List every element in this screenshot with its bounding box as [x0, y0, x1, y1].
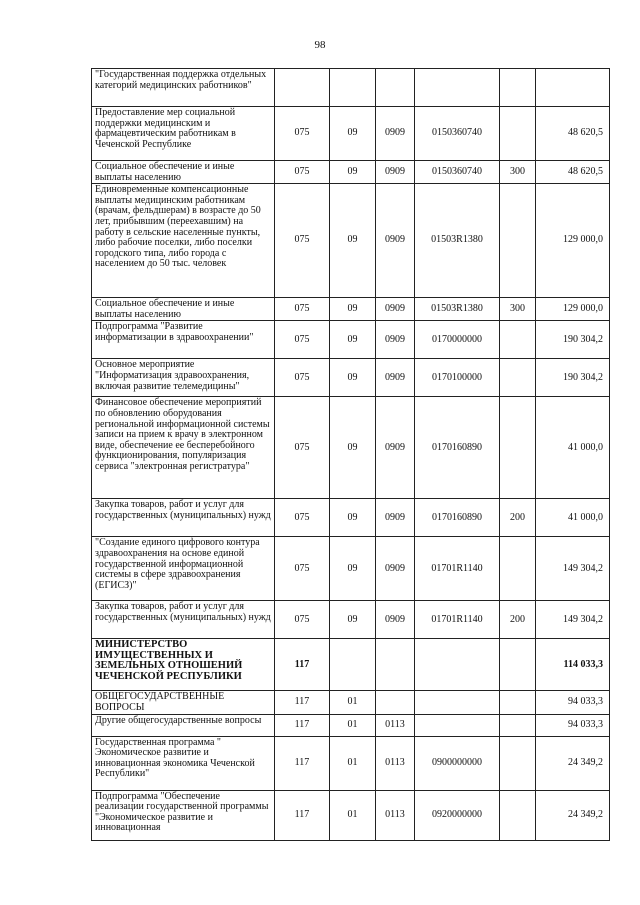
cell-sum: 114 033,3 — [536, 639, 610, 691]
table-row — [92, 69, 610, 107]
cell-name: "Создание единого цифрового контура здравоохранения на основе единой государственной информационной системы в сфере здравоохранения (ЕГИСЗ)" — [92, 537, 275, 601]
cell-sum: 24 349,2 — [536, 790, 610, 840]
cell-pr: 0909 — [376, 161, 415, 184]
cell-csr: 01701R1140 — [415, 601, 500, 639]
budget-table-body — [92, 69, 610, 841]
cell-pr: 0909 — [376, 359, 415, 397]
cell-csr: 01701R1140 — [415, 537, 500, 601]
cell-csr: 0920000000 — [415, 790, 500, 840]
cell-rz — [330, 639, 376, 691]
cell-csr: 0150360740 — [415, 107, 500, 161]
cell-csr — [415, 639, 500, 691]
cell-name: Другие общегосударственные вопросы — [92, 714, 275, 736]
cell-name: Подпрограмма "Обеспечение реализации государственной программы "Экономическое развитие и инновационная — [92, 790, 275, 840]
cell-csr: 0170160890 — [415, 397, 500, 499]
cell-rz: 01 — [330, 691, 376, 714]
cell-vr — [500, 714, 536, 736]
cell-name: ОБЩЕГОСУДАРСТВЕННЫЕ ВОПРОСЫ — [92, 691, 275, 714]
cell-sum: 48 620,5 — [536, 107, 610, 161]
table-row — [92, 298, 610, 321]
cell-pr: 0909 — [376, 601, 415, 639]
cell-pr: 0909 — [376, 499, 415, 537]
cell-sum: 190 304,2 — [536, 321, 610, 359]
cell-name: МИНИСТЕРСТВО ИМУЩЕСТВЕННЫХ И ЗЕМЕЛЬНЫХ ОТНОШЕНИЙ ЧЕЧЕНСКОЙ РЕСПУБЛИКИ — [92, 639, 275, 691]
cell-name: Закупка товаров, работ и услуг для государственных (муниципальных) нужд — [92, 601, 275, 639]
cell-vr: 300 — [500, 298, 536, 321]
cell-sum: 129 000,0 — [536, 184, 610, 298]
cell-csr: 0170000000 — [415, 321, 500, 359]
cell-sum: 129 000,0 — [536, 298, 610, 321]
cell-name: Социальное обеспечение и иные выплаты населению — [92, 298, 275, 321]
cell-csr: 0150360740 — [415, 161, 500, 184]
cell-name: Основное мероприятие "Информатизация здравоохранения, включая развитие телемедицины" — [92, 359, 275, 397]
table-row — [92, 359, 610, 397]
cell-vr — [500, 359, 536, 397]
table-row — [92, 790, 610, 840]
cell-rz: 09 — [330, 161, 376, 184]
cell-sum: 94 033,3 — [536, 691, 610, 714]
cell-rz: 09 — [330, 359, 376, 397]
budget-table — [91, 68, 610, 841]
cell-ved: 075 — [275, 298, 330, 321]
cell-csr — [415, 69, 500, 107]
cell-name: "Государственная поддержка отдельных категорий медицинских работников" — [92, 69, 275, 107]
cell-ved: 075 — [275, 499, 330, 537]
cell-rz: 01 — [330, 736, 376, 790]
cell-rz: 09 — [330, 298, 376, 321]
cell-sum: 94 033,3 — [536, 714, 610, 736]
cell-ved: 117 — [275, 639, 330, 691]
cell-vr — [500, 537, 536, 601]
cell-vr — [500, 107, 536, 161]
cell-name: Подпрограмма "Развитие информатизации в здравоохранении" — [92, 321, 275, 359]
cell-rz: 09 — [330, 397, 376, 499]
cell-ved: 075 — [275, 184, 330, 298]
table-row — [92, 107, 610, 161]
cell-csr: 0170100000 — [415, 359, 500, 397]
cell-csr: 01503R1380 — [415, 298, 500, 321]
cell-csr: 0170160890 — [415, 499, 500, 537]
cell-ved: 117 — [275, 714, 330, 736]
cell-vr — [500, 321, 536, 359]
cell-ved: 117 — [275, 790, 330, 840]
cell-rz: 09 — [330, 107, 376, 161]
cell-ved: 075 — [275, 537, 330, 601]
cell-name: Единовременные компенсационные выплаты медицинским работникам (врачам, фельдшерам) в возрасте до 50 лет, прибывшим (переехавшим) на работу в сельские населенные пункты, либо рабочие поселки, либо поселки городского типа, либо города с населением до 50 тыс. человек — [92, 184, 275, 298]
cell-vr — [500, 69, 536, 107]
cell-sum: 149 304,2 — [536, 601, 610, 639]
cell-csr: 01503R1380 — [415, 184, 500, 298]
cell-pr — [376, 691, 415, 714]
cell-pr: 0113 — [376, 714, 415, 736]
cell-pr — [376, 69, 415, 107]
cell-name: Закупка товаров, работ и услуг для государственных (муниципальных) нужд — [92, 499, 275, 537]
cell-vr — [500, 736, 536, 790]
cell-vr — [500, 397, 536, 499]
cell-rz — [330, 69, 376, 107]
cell-pr: 0113 — [376, 736, 415, 790]
table-row — [92, 714, 610, 736]
cell-ved: 075 — [275, 321, 330, 359]
cell-ved — [275, 69, 330, 107]
cell-sum: 149 304,2 — [536, 537, 610, 601]
table-row — [92, 639, 610, 691]
cell-pr: 0909 — [376, 107, 415, 161]
cell-rz: 01 — [330, 714, 376, 736]
page-number: 98 — [314, 39, 326, 51]
cell-csr — [415, 691, 500, 714]
cell-pr: 0909 — [376, 321, 415, 359]
cell-rz: 09 — [330, 537, 376, 601]
cell-name: Государственная программа " Экономическое развитие и инновационная экономика Чеченской Республики" — [92, 736, 275, 790]
table-row — [92, 601, 610, 639]
table-row — [92, 397, 610, 499]
cell-vr — [500, 691, 536, 714]
cell-name: Финансовое обеспечение мероприятий по обновлению оборудования региональной информационной системы записи на прием к врачу в электронном виде, обеспечение ее бесперебойного функционирования, популяризация сервиса "электронная регистратура" — [92, 397, 275, 499]
table-row — [92, 691, 610, 714]
cell-ved: 075 — [275, 397, 330, 499]
table-row — [92, 184, 610, 298]
cell-pr: 0909 — [376, 537, 415, 601]
cell-rz: 09 — [330, 184, 376, 298]
cell-pr: 0113 — [376, 790, 415, 840]
cell-ved: 075 — [275, 359, 330, 397]
table-row — [92, 537, 610, 601]
cell-sum: 24 349,2 — [536, 736, 610, 790]
cell-pr: 0909 — [376, 298, 415, 321]
cell-ved: 075 — [275, 107, 330, 161]
cell-rz: 09 — [330, 601, 376, 639]
cell-pr: 0909 — [376, 397, 415, 499]
cell-pr — [376, 639, 415, 691]
cell-vr: 300 — [500, 161, 536, 184]
cell-ved: 075 — [275, 601, 330, 639]
cell-rz: 09 — [330, 321, 376, 359]
cell-vr — [500, 639, 536, 691]
table-row — [92, 499, 610, 537]
cell-csr — [415, 714, 500, 736]
cell-ved: 117 — [275, 691, 330, 714]
table-row — [92, 736, 610, 790]
cell-sum — [536, 69, 610, 107]
cell-vr — [500, 184, 536, 298]
table-row — [92, 161, 610, 184]
cell-rz: 01 — [330, 790, 376, 840]
cell-sum: 190 304,2 — [536, 359, 610, 397]
cell-ved: 117 — [275, 736, 330, 790]
cell-vr: 200 — [500, 499, 536, 537]
cell-sum: 48 620,5 — [536, 161, 610, 184]
cell-csr: 0900000000 — [415, 736, 500, 790]
cell-name: Предоставление мер социальной поддержки медицинским и фармацевтическим работникам в Чеченской Республике — [92, 107, 275, 161]
cell-name: Социальное обеспечение и иные выплаты населению — [92, 161, 275, 184]
cell-ved: 075 — [275, 161, 330, 184]
cell-vr — [500, 790, 536, 840]
cell-rz: 09 — [330, 499, 376, 537]
cell-sum: 41 000,0 — [536, 397, 610, 499]
cell-sum: 41 000,0 — [536, 499, 610, 537]
cell-vr: 200 — [500, 601, 536, 639]
table-row — [92, 321, 610, 359]
cell-pr: 0909 — [376, 184, 415, 298]
